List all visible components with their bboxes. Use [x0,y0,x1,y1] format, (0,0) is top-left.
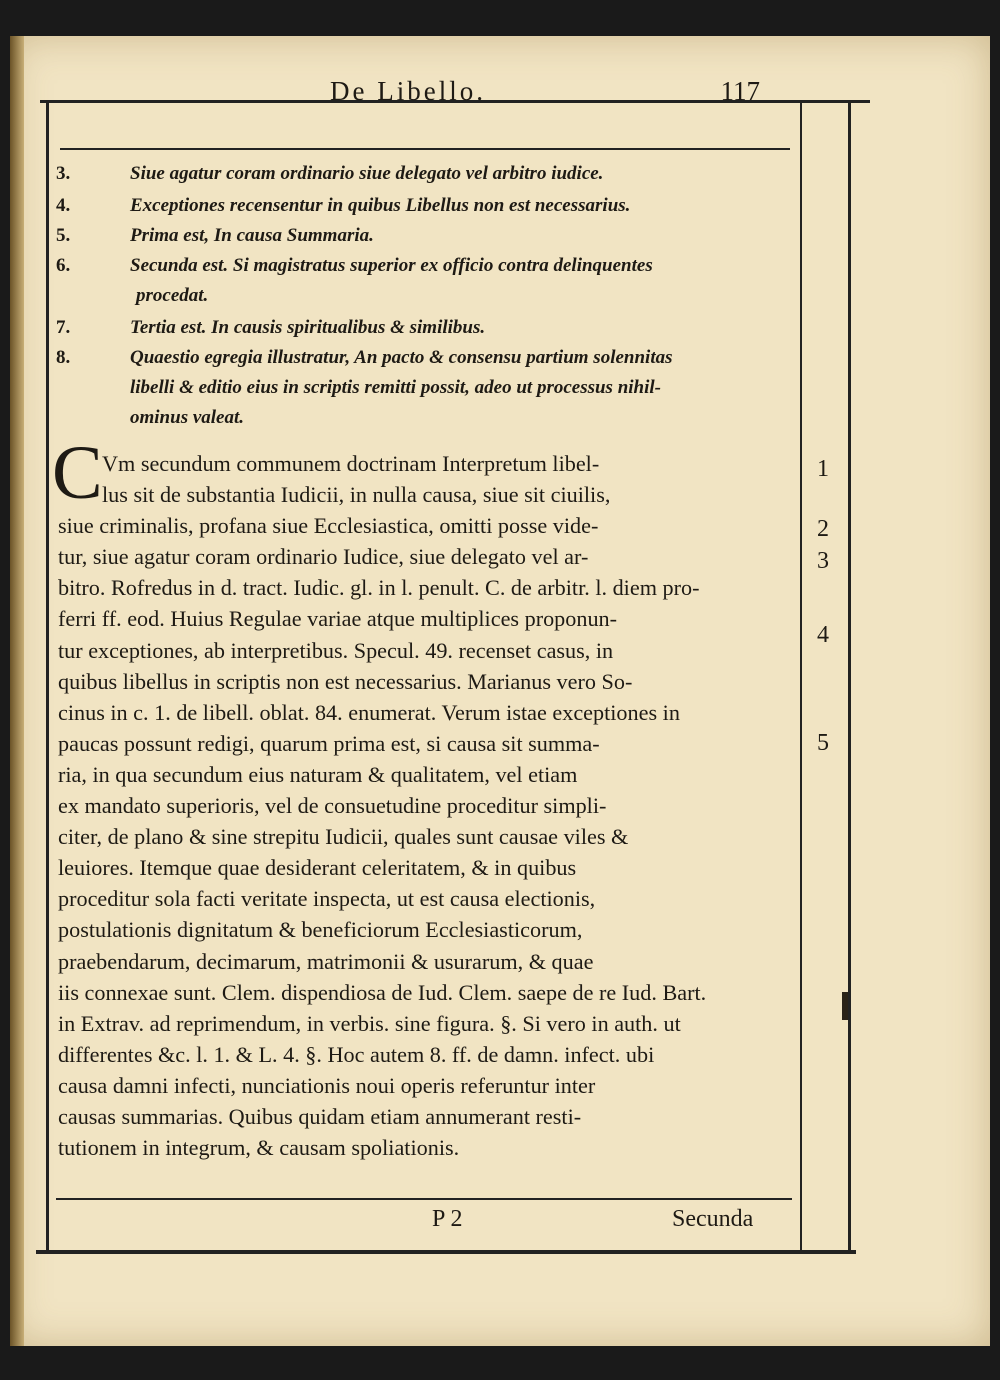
summary-text: Exceptiones recensentur in quibus Libellus non est necessarius. [130,195,631,216]
body-line: tutionem in integrum, & causam spoliationis. [58,1135,460,1161]
body-line: quibus libellus in scriptis non est necessarius. Marianus vero So- [58,668,633,694]
summary-number: 7. [56,317,71,338]
body-line: causa damni infecti, nunciationis noui operis referuntur inter [58,1072,596,1098]
catchword: Secunda [672,1206,754,1232]
margin-number: 2 [817,516,829,542]
running-title: De Libello. [330,76,486,106]
ink-mark [842,992,848,1020]
margin-number: 5 [817,730,829,756]
summary-number: 4. [56,195,71,216]
body-line: in Extrav. ad reprimendum, in verbis. sine figura. §. Si vero in auth. ut [58,1010,681,1036]
summary-text: Siue agatur coram ordinario siue delegato vel arbitro iudice. [130,163,604,184]
body-line: citer, de plano & sine strepitu Iudicii, quales sunt causae viles & [58,824,629,850]
summary-text: libelli & editio eius in scriptis remitti possit, adeo ut processus nihil- [130,377,661,398]
body-line: bitro. Rofredus in d. tract. Iudic. gl. in l. penult. C. de arbitr. l. diem pro- [58,575,700,601]
page-number: 117 [720,76,760,106]
base-rule [36,1250,856,1254]
body-line: iis connexae sunt. Clem. dispendiosa de Iud. Clem. saepe de re Iud. Bart. [58,979,707,1005]
left-rule [46,100,49,1250]
summary-text: procedat. [136,285,209,306]
body-line: praebendarum, decimarum, matrimonii & usurarum, & quae [58,948,594,974]
margin-number: 3 [817,548,829,574]
body-text [58,448,792,1163]
body-line: lus sit de substantia Iudicii, in nulla causa, siue sit ciuilis, [102,482,611,508]
body-line: differentes &c. l. 1. & L. 4. §. Hoc autem 8. ff. de damn. infect. ubi [58,1041,655,1067]
margin-number: 1 [817,456,829,482]
right-rule-outer [848,100,851,1250]
body-line: postulationis dignitatum & beneficiorum Ecclesiasticorum, [58,917,583,943]
drop-cap: C [52,431,103,515]
body-line: causas summarias. Quibus quidam etiam annumerant resti- [58,1103,582,1129]
summary-text: ominus valeat. [130,407,245,428]
summary-text: Tertia est. In causis spiritualibus & similibus. [130,317,486,338]
page-edge [10,36,24,1346]
summary-number: 8. [56,347,71,368]
body-line: paucas possunt redigi, quarum prima est, si causa sit summa- [58,730,600,756]
body-line: cinus in c. 1. de libell. oblat. 84. enumerat. Verum istae exceptiones in [58,699,680,725]
body-line: proceditur sola facti veritate inspecta, ut est causa electionis, [58,886,596,912]
summary-text: Quaestio egregia illustratur, An pacto & consensu partium solennitas [130,347,673,368]
body-line: leuiores. Itemque quae desiderant celeritatem, & in quibus [58,855,577,881]
summary-number: 5. [56,225,71,246]
bottom-rule [56,1198,792,1200]
margin-number: 4 [817,622,829,648]
body-line: tur, siue agatur coram ordinario Iudice, siue delegato vel ar- [58,544,589,570]
body-line: ex mandato superioris, vel de consuetudine proceditur simpli- [58,793,607,819]
header-rule [60,148,790,150]
body-line: Vm secundum communem doctrinam Interpretum libel- [102,451,600,476]
signature-mark: P 2 [432,1206,463,1232]
summary-text: Prima est, In causa Summaria. [130,225,374,246]
running-header [320,76,760,116]
summary-number: 3. [56,163,71,184]
summary-text: Secunda est. Si magistratus superior ex officio contra delinquentes [130,255,653,276]
body-line: siue criminalis, profana siue Ecclesiastica, omitti posse vide- [58,513,599,539]
body-line: ferri ff. eod. Huius Regulae variae atque multiplices proponun- [58,606,618,632]
summary-number: 6. [56,255,71,276]
body-line: tur exceptiones, ab interpretibus. Specul. 49. recenset casus, in [58,637,614,663]
body-line: ria, in qua secundum eius naturam & qualitatem, vel etiam [58,761,578,787]
